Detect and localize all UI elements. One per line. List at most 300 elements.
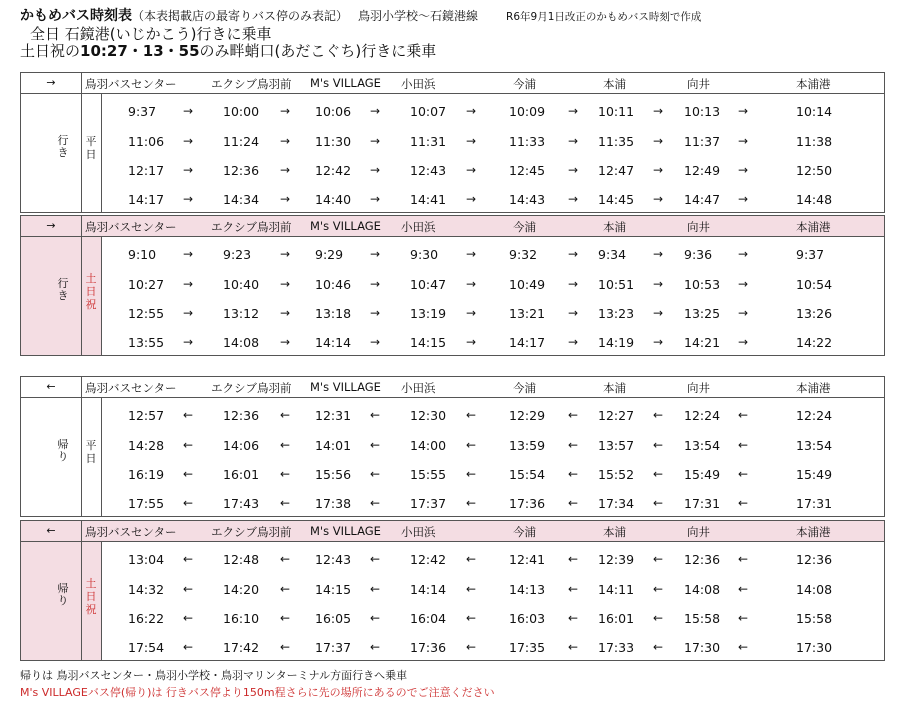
departure-time: 17:36 [410,640,447,655]
timetable-block [20,72,885,213]
direction-arrow: → [46,219,56,232]
departure-time: 12:55 [128,306,165,321]
arrow-icon: ← [183,438,194,452]
departure-time: 9:36 [684,247,713,262]
arrow-icon: → [370,277,381,291]
stops-header [21,216,884,237]
direction-arrow: ← [46,380,56,393]
arrow-icon: → [653,134,664,148]
arrow-icon: ← [653,582,664,596]
arrow-icon: ← [280,438,291,452]
departure-time: 12:50 [796,163,833,178]
arrow-icon: ← [370,552,381,566]
arrow-icon: → [738,134,749,148]
departure-time: 11:06 [128,134,165,149]
route-name: 鳥羽小学校～石鏡港線 [358,9,479,23]
arrow-icon: ← [568,640,579,654]
direction-label: 行き [57,134,69,159]
departure-time: 15:49 [684,467,721,482]
departure-time: 13:21 [509,306,546,321]
departure-time: 12:24 [796,408,833,423]
arrow-icon: → [653,192,664,206]
arrow-icon: ← [568,467,579,481]
departure-time: 14:21 [684,335,721,350]
arrow-icon: ← [466,640,477,654]
departure-time: 13:54 [796,438,833,453]
stop-name: 向井 [687,220,710,234]
arrow-icon: ← [738,582,749,596]
departure-time: 12:41 [509,552,546,567]
weekend-note-suffix: のみ畔蛸口(あだこぐち)行きに乗車 [199,42,437,60]
departure-time: 14:08 [223,335,260,350]
departure-time: 16:10 [223,611,260,626]
departure-time: 14:11 [598,582,635,597]
arrow-icon: → [568,306,579,320]
arrow-icon: → [653,335,664,349]
arrow-icon: ← [568,611,579,625]
departure-time: 15:55 [410,467,447,482]
departure-time: 12:17 [128,163,165,178]
arrow-icon: → [466,335,477,349]
departure-time: 10:51 [598,277,635,292]
departure-time: 17:55 [128,496,165,511]
arrow-icon: ← [466,408,477,422]
arrow-icon: ← [183,640,194,654]
arrow-icon: → [738,306,749,320]
arrow-icon: → [183,247,194,261]
departure-time: 13:19 [410,306,447,321]
departure-time: 14:34 [223,192,260,207]
direction-label: 行き [57,277,69,302]
weekend-note-prefix: 土日祝の [20,42,81,60]
stops-header [21,73,884,94]
departure-time: 11:33 [509,134,546,149]
arrow-icon: ← [568,438,579,452]
arrow-icon: → [653,247,664,261]
departure-time: 11:38 [796,134,833,149]
arrow-icon: ← [738,496,749,510]
departure-time: 14:40 [315,192,352,207]
departure-time: 16:01 [223,467,260,482]
stop-name: M's VILLAGE [310,76,381,90]
arrow-icon: ← [370,408,381,422]
departure-time: 10:49 [509,277,546,292]
arrow-icon: ← [370,640,381,654]
departure-time: 11:31 [410,134,447,149]
arrow-icon: → [370,104,381,118]
arrow-icon: ← [183,611,194,625]
arrow-icon: → [183,306,194,320]
arrow-icon: ← [653,552,664,566]
arrow-icon: → [653,104,664,118]
stop-name: 今浦 [513,525,536,539]
arrow-icon: → [653,277,664,291]
stop-name: 本浦港 [796,220,831,234]
departure-time: 14:47 [684,192,721,207]
departure-time: 17:34 [598,496,635,511]
departure-time: 12:36 [223,408,260,423]
arrow-icon: → [568,192,579,206]
arrow-icon: → [738,192,749,206]
departure-time: 13:25 [684,306,721,321]
departure-time: 17:31 [796,496,833,511]
stops-header [21,377,884,398]
departure-time: 11:37 [684,134,721,149]
arrow-icon: → [466,306,477,320]
departure-time: 10:54 [796,277,833,292]
arrow-icon: → [653,306,664,320]
departure-time: 13:12 [223,306,260,321]
departure-time: 11:35 [598,134,635,149]
arrow-icon: → [738,104,749,118]
arrow-icon: → [466,134,477,148]
departure-time: 14:08 [684,582,721,597]
arrow-icon: → [370,134,381,148]
arrow-icon: ← [568,408,579,422]
arrow-icon: → [280,104,291,118]
page-title: かもめバス時刻表 [20,8,132,24]
arrow-icon: ← [466,496,477,510]
arrow-icon: ← [370,582,381,596]
departure-time: 17:30 [684,640,721,655]
departure-time: 17:42 [223,640,260,655]
stop-name: エクシブ鳥羽前 [211,525,292,539]
departure-time: 12:42 [315,163,352,178]
stop-name: 小田浜 [401,77,436,91]
departure-time: 10:46 [315,277,352,292]
departure-time: 13:04 [128,552,165,567]
departure-time: 10:53 [684,277,721,292]
arrow-icon: → [738,277,749,291]
arrow-icon: → [568,335,579,349]
arrow-icon: → [568,277,579,291]
departure-time: 10:14 [796,104,833,119]
departure-time: 14:20 [223,582,260,597]
arrow-icon: ← [183,408,194,422]
arrow-icon: ← [183,496,194,510]
stop-name: エクシブ鳥羽前 [211,77,292,91]
arrow-icon: ← [183,467,194,481]
departure-time: 17:33 [598,640,635,655]
departure-time: 9:10 [128,247,157,262]
arrow-icon: → [370,163,381,177]
stop-name: 向井 [687,525,710,539]
departure-time: 14:14 [410,582,447,597]
stop-name: 今浦 [513,77,536,91]
weekend-note [20,43,886,60]
departure-time: 14:17 [128,192,165,207]
departure-time: 14:28 [128,438,165,453]
departure-time: 12:43 [410,163,447,178]
arrow-icon: ← [466,552,477,566]
arrow-icon: ← [653,438,664,452]
timetable-block [20,215,885,356]
departure-time: 17:36 [509,496,546,511]
arrow-icon: ← [653,496,664,510]
departure-time: 17:37 [315,640,352,655]
departure-time: 15:49 [796,467,833,482]
arrow-icon: → [466,163,477,177]
departure-time: 14:01 [315,438,352,453]
departure-time: 12:43 [315,552,352,567]
arrow-icon: ← [653,640,664,654]
arrow-icon: ← [653,408,664,422]
departure-time: 14:43 [509,192,546,207]
departure-time: 14:48 [796,192,833,207]
departure-time: 14:06 [223,438,260,453]
title-line [20,8,886,26]
departure-time: 9:32 [509,247,538,262]
departure-time: 17:37 [410,496,447,511]
departure-time: 12:39 [598,552,635,567]
arrow-icon: → [466,104,477,118]
arrow-icon: ← [738,408,749,422]
arrow-icon: → [568,163,579,177]
departure-time: 17:35 [509,640,546,655]
departure-time: 15:52 [598,467,635,482]
stop-name: 本浦 [603,220,626,234]
day-label: 平日 [85,135,97,161]
footer-note-warning: M's VILLAGEバス停(帰り)は 行きバス停より150m程さらに先の場所にあるのでご注意ください [20,686,495,699]
departure-time: 9:34 [598,247,627,262]
departure-time: 17:54 [128,640,165,655]
arrow-icon: ← [466,467,477,481]
departure-time: 9:37 [796,247,825,262]
arrow-icon: → [183,335,194,349]
stop-name: 鳥羽バスセンター [85,381,177,395]
arrow-icon: → [280,192,291,206]
departure-time: 13:57 [598,438,635,453]
departure-time: 10:11 [598,104,635,119]
departure-time: 14:17 [509,335,546,350]
departure-time: 12:36 [223,163,260,178]
arrow-icon: ← [370,438,381,452]
timetable-block [20,376,885,517]
arrow-icon: ← [738,467,749,481]
stop-name: 本浦港 [796,525,831,539]
footer-note-return: 帰りは 鳥羽バスセンター・鳥羽小学校・鳥羽マリンターミナル方面行きへ乗車 [20,669,408,682]
arrow-icon: → [280,277,291,291]
arrow-icon: → [183,277,194,291]
departure-time: 10:40 [223,277,260,292]
arrow-icon: ← [370,496,381,510]
stop-name: 本浦 [603,381,626,395]
departure-time: 14:41 [410,192,447,207]
arrow-icon: ← [466,582,477,596]
departure-time: 16:19 [128,467,165,482]
departure-time: 14:32 [128,582,165,597]
departure-time: 15:56 [315,467,352,482]
arrow-icon: → [738,163,749,177]
weekend-note-times: 10:27・13・55 [80,42,200,60]
departure-time: 15:54 [509,467,546,482]
arrow-icon: → [183,163,194,177]
departure-time: 14:13 [509,582,546,597]
direction-arrow: → [46,76,56,89]
departure-time: 12:36 [796,552,833,567]
departure-time: 16:03 [509,611,546,626]
departure-time: 10:47 [410,277,447,292]
arrow-icon: → [280,306,291,320]
arrow-icon: → [738,335,749,349]
arrow-icon: ← [280,467,291,481]
arrow-icon: ← [183,582,194,596]
direction-label: 帰り [57,582,69,607]
arrow-icon: → [738,247,749,261]
arrow-icon: → [183,192,194,206]
departure-time: 14:14 [315,335,352,350]
departure-time: 12:49 [684,163,721,178]
arrow-icon: ← [370,611,381,625]
arrow-icon: → [370,306,381,320]
arrow-icon: → [280,134,291,148]
stop-name: 鳥羽バスセンター [85,77,177,91]
departure-time: 13:54 [684,438,721,453]
stops-header [21,521,884,542]
stop-name: エクシブ鳥羽前 [211,381,292,395]
stop-name: 鳥羽バスセンター [85,525,177,539]
departure-time: 14:15 [315,582,352,597]
arrow-icon: ← [738,640,749,654]
arrow-icon: ← [653,467,664,481]
departure-time: 9:30 [410,247,439,262]
arrow-icon: → [183,104,194,118]
arrow-icon: → [280,163,291,177]
departure-time: 17:43 [223,496,260,511]
departure-time: 13:26 [796,306,833,321]
arrow-icon: ← [568,582,579,596]
stop-name: 小田浜 [401,525,436,539]
departure-time: 12:42 [410,552,447,567]
departure-time: 12:24 [684,408,721,423]
stop-name: 本浦港 [796,381,831,395]
departure-time: 10:06 [315,104,352,119]
departure-time: 14:19 [598,335,635,350]
arrow-icon: ← [280,640,291,654]
arrow-icon: ← [280,552,291,566]
timetable-header [20,8,886,60]
departure-time: 16:05 [315,611,352,626]
departure-time: 17:38 [315,496,352,511]
arrow-icon: ← [466,611,477,625]
departure-time: 14:22 [796,335,833,350]
departure-time: 16:22 [128,611,165,626]
departure-time: 9:23 [223,247,252,262]
stop-name: 小田浜 [401,381,436,395]
arrow-icon: ← [568,552,579,566]
arrow-icon: → [370,247,381,261]
revision-note: R6年9月1日改正のかもめバス時刻で作成 [506,11,702,23]
arrow-icon: ← [738,438,749,452]
departure-time: 10:27 [128,277,165,292]
departure-time: 13:18 [315,306,352,321]
departure-time: 17:31 [684,496,721,511]
arrow-icon: ← [370,467,381,481]
stop-name: 本浦港 [796,77,831,91]
direction-label: 帰り [57,438,69,463]
departure-time: 10:13 [684,104,721,119]
departure-time: 11:30 [315,134,352,149]
arrow-icon: → [568,134,579,148]
arrow-icon: → [466,277,477,291]
arrow-icon: → [568,104,579,118]
departure-time: 12:30 [410,408,447,423]
times-panel [101,236,884,355]
stop-name: 小田浜 [401,220,436,234]
departure-time: 9:29 [315,247,344,262]
arrow-icon: ← [280,582,291,596]
departure-time: 12:45 [509,163,546,178]
departure-time: 17:30 [796,640,833,655]
departure-time: 14:00 [410,438,447,453]
arrow-icon: ← [738,552,749,566]
arrow-icon: ← [280,496,291,510]
stop-name: 向井 [687,381,710,395]
arrow-icon: → [280,247,291,261]
arrow-icon: → [370,192,381,206]
stop-name: M's VILLAGE [310,380,381,394]
departure-time: 12:31 [315,408,352,423]
departure-time: 14:15 [410,335,447,350]
stop-name: 本浦 [603,525,626,539]
stop-name: M's VILLAGE [310,524,381,538]
timetable-block [20,520,885,661]
departure-time: 11:24 [223,134,260,149]
day-label: 平日 [85,439,97,465]
departure-time: 12:48 [223,552,260,567]
stop-name: 鳥羽バスセンター [85,220,177,234]
departure-time: 10:00 [223,104,260,119]
departure-time: 10:07 [410,104,447,119]
departure-time: 10:09 [509,104,546,119]
departure-time: 16:04 [410,611,447,626]
departure-time: 12:47 [598,163,635,178]
departure-time: 15:58 [684,611,721,626]
departure-time: 16:01 [598,611,635,626]
day-label: 土日祝 [85,272,97,311]
stop-name: 今浦 [513,220,536,234]
departure-time: 13:55 [128,335,165,350]
arrow-icon: → [653,163,664,177]
arrow-icon: → [466,247,477,261]
arrow-icon: → [466,192,477,206]
day-label: 土日祝 [85,577,97,616]
page-subtitle: （本表掲載店の最寄りバス停のみ表記） [132,9,349,23]
arrow-icon: ← [466,438,477,452]
departure-time: 13:23 [598,306,635,321]
departure-time: 12:36 [684,552,721,567]
departure-time: 14:08 [796,582,833,597]
arrow-icon: ← [738,611,749,625]
stop-name: M's VILLAGE [310,219,381,233]
departure-time: 12:29 [509,408,546,423]
departure-time: 12:27 [598,408,635,423]
arrow-icon: ← [568,496,579,510]
arrow-icon: ← [280,408,291,422]
departure-time: 14:45 [598,192,635,207]
stop-name: 向井 [687,77,710,91]
departure-time: 9:37 [128,104,157,119]
times-panel [101,541,884,660]
departure-time: 15:58 [796,611,833,626]
arrow-icon: ← [280,611,291,625]
departure-time: 13:59 [509,438,546,453]
all-days-note: 全日 石鏡港(いじかこう)行きに乗車 [30,25,272,43]
stop-name: 本浦 [603,77,626,91]
arrow-icon: → [280,335,291,349]
stop-name: 今浦 [513,381,536,395]
arrow-icon: → [568,247,579,261]
